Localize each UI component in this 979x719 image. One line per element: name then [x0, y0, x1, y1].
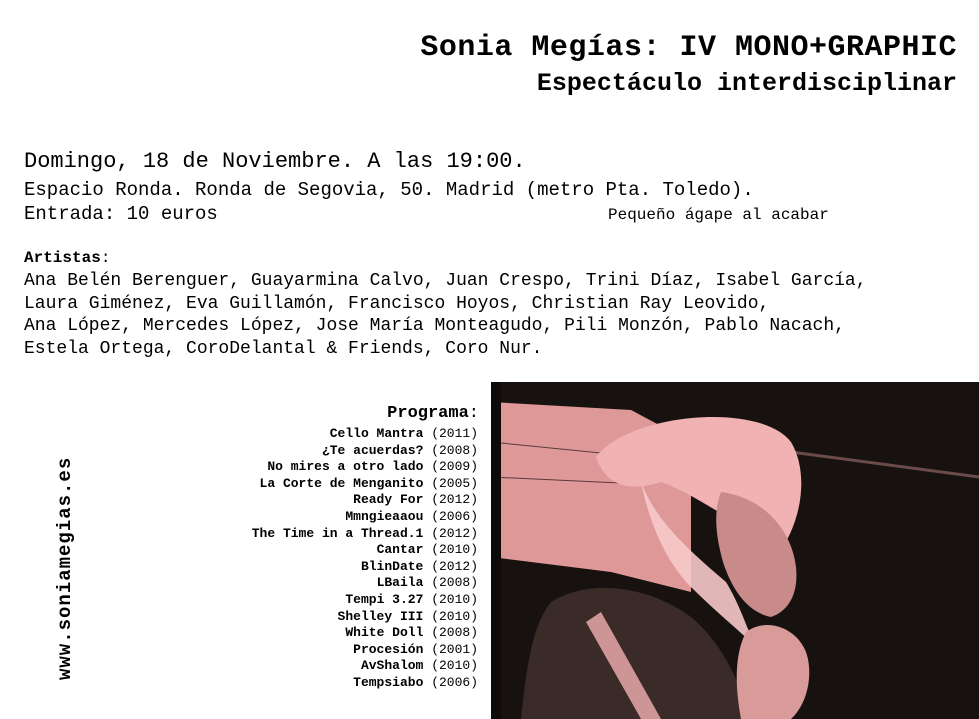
- program-item-title: La Corte de Menganito: [259, 475, 424, 491]
- program-item-title: AvShalom: [360, 658, 424, 674]
- poster-subtitle: Espectáculo interdisciplinar: [536, 69, 957, 98]
- program-item-year: (2010): [431, 608, 478, 624]
- program-item: [252, 526, 478, 543]
- program-heading-colon: :: [468, 404, 479, 423]
- event-date: Domingo, 18 de Noviembre. A las 19:00.: [24, 149, 526, 174]
- poster-title: Sonia Megías: IV MONO+GRAPHIC: [420, 31, 957, 65]
- program-item: [252, 509, 478, 526]
- program-item: [252, 609, 478, 626]
- program-item-title: Procesión: [353, 641, 424, 657]
- artists-heading: [24, 248, 110, 268]
- program-item-year: (2012): [431, 525, 478, 541]
- program-item: [252, 642, 478, 659]
- program-item-title: The Time in a Thread.1: [251, 525, 424, 541]
- program-item-year: (2001): [431, 641, 478, 657]
- program-item-title: White Doll: [345, 625, 424, 641]
- program-item-title: Mmngieaaou: [345, 508, 424, 524]
- program-item-year: (2008): [431, 575, 478, 591]
- performer-photo-illustration: [491, 382, 979, 719]
- program-item-year: (2009): [431, 459, 478, 475]
- program-item-year: (2005): [431, 475, 478, 491]
- event-entry-price: Entrada: 10 euros: [24, 203, 218, 225]
- program-item: [252, 592, 478, 609]
- program-item: [252, 675, 478, 692]
- artists-heading-colon: :: [100, 249, 111, 267]
- artists-line: Estela Ortega, CoroDelantal & Friends, Coro Nur.: [24, 338, 543, 359]
- website-link[interactable]: www.soniamegias.es: [54, 456, 76, 680]
- program-item-year: (2010): [431, 658, 478, 674]
- program-item: [252, 542, 478, 559]
- program-item-year: (2010): [431, 591, 478, 607]
- program-item-title: Cantar: [376, 542, 424, 558]
- program-item-year: (2006): [431, 508, 478, 524]
- program-item-title: Ready For: [353, 492, 424, 508]
- photo-left-shadow: [491, 382, 501, 719]
- event-agape-note: Pequeño ágape al acabar: [608, 206, 829, 224]
- program-item-year: (2006): [431, 674, 478, 690]
- program-item-year: (2010): [431, 542, 478, 558]
- artists-list: [24, 270, 974, 360]
- program-item: [252, 575, 478, 592]
- program-item-title: Tempi 3.27: [345, 591, 424, 607]
- event-venue: Espacio Ronda. Ronda de Segovia, 50. Madrid (metro Pta. Toledo).: [24, 179, 754, 201]
- artists-line: Ana López, Mercedes López, Jose María Monteagudo, Pili Monzón, Pablo Nacach,: [24, 316, 845, 336]
- program-item-title: Cello Mantra: [329, 426, 424, 441]
- program-item-title: BlinDate: [360, 558, 424, 574]
- program-list: [252, 426, 478, 692]
- program-item: [252, 426, 478, 443]
- program-item-year: (2011): [431, 426, 478, 441]
- program-item: [252, 625, 478, 642]
- artists-heading-label: Artistas: [24, 249, 101, 267]
- program-item-year: (2008): [431, 625, 478, 641]
- program-item: [252, 559, 478, 576]
- program-item-year: (2012): [431, 558, 478, 574]
- program-item-title: Shelley III: [337, 608, 424, 624]
- program-item: [252, 476, 478, 493]
- program-item-title: LBaila: [376, 575, 424, 591]
- program-item: [252, 492, 478, 509]
- program-item-title: Tempsiabo: [353, 674, 424, 690]
- program-item-year: (2008): [431, 442, 478, 458]
- program-item: [252, 658, 478, 675]
- program-item-title: ¿Te acuerdas?: [321, 442, 424, 458]
- artists-line: Ana Belén Berenguer, Guayarmina Calvo, Juan Crespo, Trini Díaz, Isabel García,: [24, 271, 867, 291]
- program-heading: [387, 404, 479, 424]
- program-item-year: (2012): [431, 492, 478, 508]
- program-item-title: No mires a otro lado: [267, 459, 424, 475]
- artists-line: Laura Giménez, Eva Guillamón, Francisco Hoyos, Christian Ray Leovido,: [24, 293, 770, 314]
- program-item: [252, 459, 478, 476]
- performer-photo: [491, 382, 979, 719]
- program-heading-label: Programa: [387, 404, 469, 423]
- program-item: [252, 443, 478, 460]
